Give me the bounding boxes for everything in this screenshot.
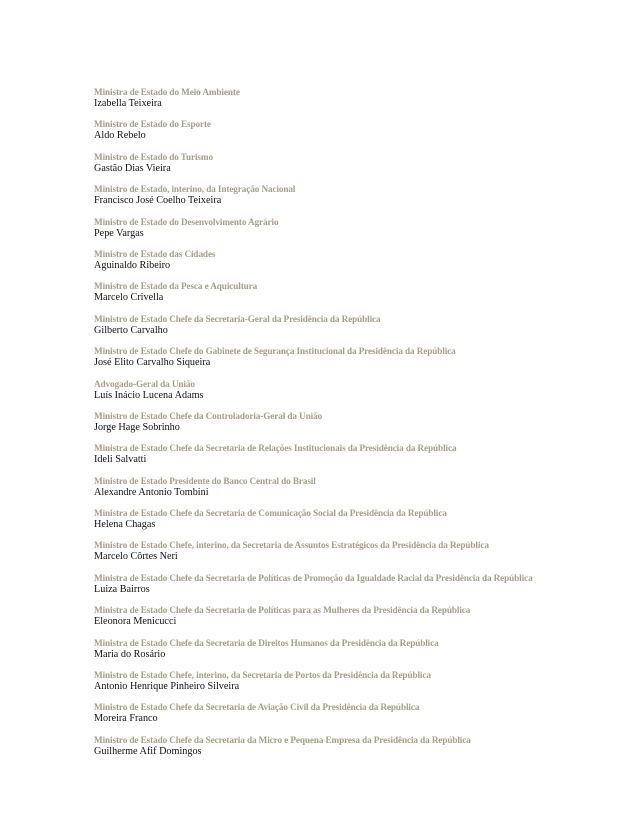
signatory-entry <box>94 183 614 215</box>
official-title: Ministra de Estado Chefe da Secretaria de Relações Institucionais da Presidência da República <box>94 443 457 454</box>
official-name: Guilherme Afif Domingos <box>94 745 202 757</box>
signatory-entry <box>94 734 614 766</box>
official-name: Luís Inácio Lucena Adams <box>94 389 204 401</box>
signatory-entry <box>94 151 614 183</box>
official-title: Ministro de Estado Chefe, interino, da Secretaria de Portos da Presidência da República <box>94 670 431 681</box>
signatory-entry <box>94 507 614 539</box>
signatory-entry <box>94 669 614 701</box>
signatory-entry <box>94 539 614 571</box>
official-name: Helena Chagas <box>94 519 156 531</box>
official-name: Gastão Dias Vieira <box>94 162 171 174</box>
official-title: Ministro de Estado do Desenvolvimento Agrário <box>94 216 279 227</box>
official-name: Moreira Franco <box>94 713 158 725</box>
official-name: Marcelo Côrtes Neri <box>94 551 178 563</box>
official-name: Alexandre Antonio Tombini <box>94 486 209 498</box>
signatory-entry <box>94 701 614 733</box>
official-title: Ministro de Estado Chefe da Controladoria-Geral da União <box>94 410 323 421</box>
signatory-entry <box>94 118 614 150</box>
official-title: Ministra de Estado Chefe da Secretaria de Políticas de Promoção da Igualdade Racial da Presidência da República <box>94 572 533 583</box>
official-title: Ministra de Estado Chefe da Secretaria de Comunicação Social da Presidência da República <box>94 508 447 519</box>
signatory-entry <box>94 280 614 312</box>
official-title: Ministro de Estado das Cidades <box>94 248 216 259</box>
official-title: Ministro de Estado Chefe da Secretaria de Aviação Civil da Presidência da República <box>94 702 420 713</box>
official-title: Ministro de Estado Chefe, interino, da Secretaria de Assuntos Estratégicos da Presidência da República <box>94 540 489 551</box>
signatory-entry <box>94 345 614 377</box>
official-name: José Elito Carvalho Siqueira <box>94 357 211 369</box>
official-title: Ministro de Estado Chefe da Secretaria-Geral da Presidência da República <box>94 313 381 324</box>
signatory-entry <box>94 442 614 474</box>
signatory-entry <box>94 475 614 507</box>
official-title: Ministro de Estado Chefe da Secretaria da Micro e Pequena Empresa da Presidência da República <box>94 734 471 745</box>
official-name: Jorge Hage Sobrinho <box>94 421 180 433</box>
official-name: Pepe Vargas <box>94 227 144 239</box>
official-name: Aldo Rebelo <box>94 130 146 142</box>
official-title: Ministro de Estado da Pesca e Aquicultura <box>94 281 258 292</box>
official-name: Eleonora Menicucci <box>94 616 177 628</box>
official-title: Ministro de Estado, interino, da Integração Nacional <box>94 184 296 195</box>
official-name: Marcelo Crivella <box>94 292 164 304</box>
official-name: Antonio Henrique Pinheiro Silveira <box>94 681 240 693</box>
official-name: Maria do Rosário <box>94 648 166 660</box>
official-title: Ministro de Estado Presidente do Banco Central do Brasil <box>94 475 316 486</box>
signatory-entry <box>94 572 614 604</box>
official-title: Ministro de Estado do Turismo <box>94 151 213 162</box>
official-name: Aguinaldo Ribeiro <box>94 259 171 271</box>
official-name: Gilberto Carvalho <box>94 324 168 336</box>
official-title: Ministro de Estado Chefe do Gabinete de Segurança Institucional da Presidência da República <box>94 346 456 357</box>
official-title: Ministra de Estado do Meio Ambiente <box>94 87 240 97</box>
official-title: Advogado-Geral da União <box>94 378 195 389</box>
signatory-entry <box>94 313 614 345</box>
signatory-entry <box>94 637 614 669</box>
signatory-entry <box>94 86 614 118</box>
signatory-entry <box>94 248 614 280</box>
official-title: Ministra de Estado Chefe da Secretaria de Direitos Humanos da Presidência da República <box>94 637 439 648</box>
official-name: Ideli Salvatti <box>94 454 147 466</box>
official-name: Francisco José Coelho Teixeira <box>94 195 222 207</box>
signatory-entry <box>94 410 614 442</box>
official-title: Ministra de Estado Chefe da Secretaria de Políticas para as Mulheres da Presidência da República <box>94 605 471 616</box>
signatory-entry <box>94 604 614 636</box>
signatory-entry <box>94 216 614 248</box>
signatory-entry <box>94 378 614 410</box>
official-name: Izabella Teixeira <box>94 98 162 109</box>
signatories-list <box>94 86 614 766</box>
official-name: Luiza Bairros <box>94 583 150 595</box>
official-title: Ministro de Estado do Esporte <box>94 119 211 130</box>
